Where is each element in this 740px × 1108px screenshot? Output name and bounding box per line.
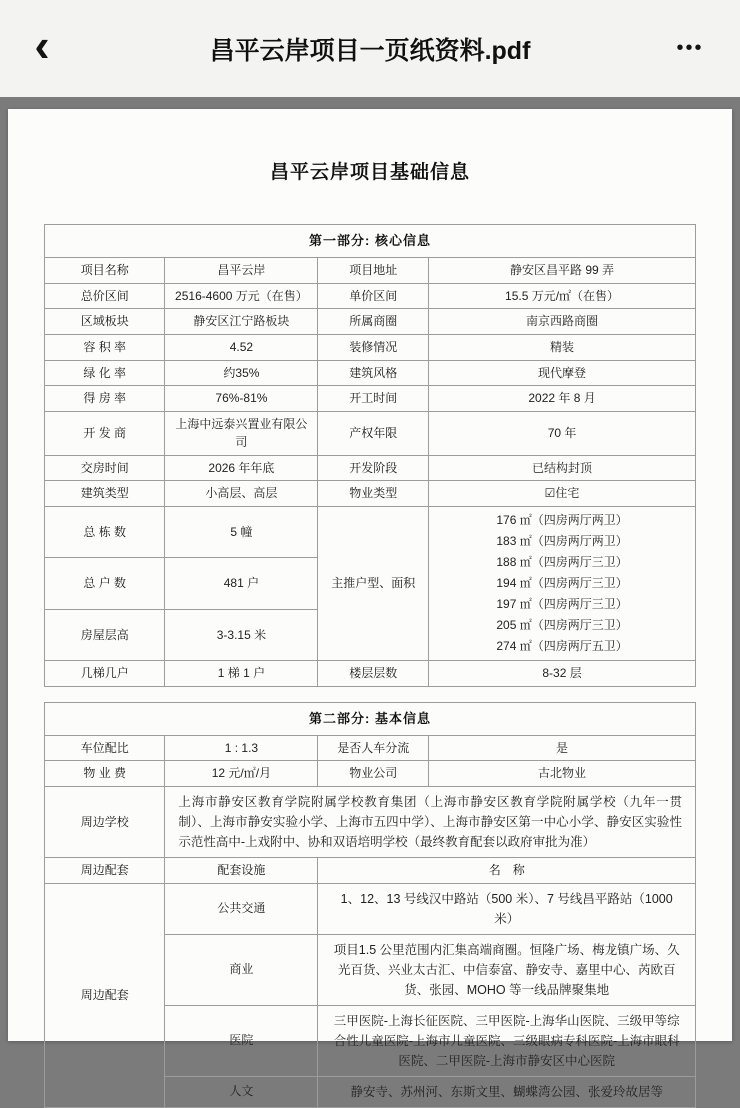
section-title: 第二部分: 基本信息 — [45, 702, 696, 735]
table-row — [45, 258, 696, 284]
field-label: 开发阶段 — [318, 455, 429, 481]
field-label: 物 业 费 — [45, 761, 165, 787]
unit-size-item: 176 ㎡（四房两厅两卫） — [496, 513, 628, 528]
field-value: 481 户 — [165, 558, 318, 609]
core-info-table — [44, 224, 696, 687]
field-value: 12 元/㎡/月 — [165, 761, 318, 787]
field-value: 2026 年年底 — [165, 455, 318, 481]
table-row — [45, 858, 696, 884]
field-value: 南京西路商圈 — [429, 309, 696, 335]
field-value: 上海中远泰兴置业有限公司 — [165, 411, 318, 455]
field-value: 2022 年 8 月 — [429, 386, 696, 412]
field-value: 约35% — [165, 360, 318, 386]
table-row — [45, 309, 696, 335]
field-value: 古北物业 — [429, 761, 696, 787]
field-value: 1 : 1.3 — [165, 735, 318, 761]
table-row — [45, 283, 696, 309]
nearby-schools-text: 上海市静安区教育学院附属学校教育集团（上海市静安区教育学院附属学校（九年一贯制）、上海市静安实验小学、上海市五四中学）、上海市静安区第一中心小学、静安区实验性示范性高中-上戏附中、协和双语培明学校（最终教育配套以政府审批为准） — [165, 787, 696, 858]
field-value: 8-32 层 — [429, 661, 696, 687]
field-label: 建筑类型 — [45, 481, 165, 507]
amenity-category: 医院 — [165, 1005, 318, 1076]
field-label: 总 户 数 — [45, 558, 165, 609]
field-label: 物业公司 — [318, 761, 429, 787]
back-icon[interactable]: ‹ — [34, 18, 50, 71]
field-label: 是否人车分流 — [318, 735, 429, 761]
section-header-row — [45, 225, 696, 258]
amenity-category: 商业 — [165, 934, 318, 1005]
unit-size-item: 197 ㎡（四房两厅三卫） — [496, 597, 628, 612]
field-label: 物业类型 — [318, 481, 429, 507]
field-value: 已结构封顶 — [429, 455, 696, 481]
field-value: 是 — [429, 735, 696, 761]
amenity-detail: 项目1.5 公里范围内汇集高端商圈。恒隆广场、梅龙镇广场、久光百货、兴业太古汇、中信泰富、静安寺、嘉里中心、芮欧百货、张园、MOHO 等一线品牌聚集地 — [318, 934, 696, 1005]
unit-size-item: 183 ㎡（四房两厅两卫） — [496, 534, 628, 549]
amenity-detail: 1、12、13 号线汉中路站（500 米）、7 号线昌平路站（1000米） — [318, 883, 696, 934]
field-label: 所属商圈 — [318, 309, 429, 335]
field-label: 总价区间 — [45, 283, 165, 309]
field-label: 绿 化 率 — [45, 360, 165, 386]
field-label: 开工时间 — [318, 386, 429, 412]
table-row — [45, 661, 696, 687]
unit-size-list — [429, 507, 696, 661]
amenity-detail: 静安寺、苏州河、东斯文里、蝴蝶湾公园、张爱玲故居等 — [318, 1076, 696, 1107]
field-label: 产权年限 — [318, 411, 429, 455]
nearby-amenities-label: 周边配套 — [45, 858, 165, 884]
table-row — [45, 507, 696, 558]
section-header-row — [45, 702, 696, 735]
field-value: 1 梯 1 户 — [165, 661, 318, 687]
field-value: 小高层、高层 — [165, 481, 318, 507]
amenity-facility-column-header: 配套设施 — [165, 858, 318, 884]
amenity-category: 公共交通 — [165, 883, 318, 934]
nearby-amenities-label: 周边配套 — [45, 883, 165, 1107]
nearby-schools-label: 周边学校 — [45, 787, 165, 858]
field-value: 15.5 万元/㎡（在售） — [429, 283, 696, 309]
field-label: 项目名称 — [45, 258, 165, 284]
field-label: 开 发 商 — [45, 411, 165, 455]
document-title: 昌平云岸项目基础信息 — [269, 162, 470, 183]
field-value: 70 年 — [429, 411, 696, 455]
table-row — [45, 334, 696, 360]
field-label: 区域板块 — [45, 309, 165, 335]
unit-types-label: 主推户型、面积 — [318, 507, 429, 661]
table-row — [45, 386, 696, 412]
field-label: 房屋层高 — [45, 609, 165, 660]
table-row — [45, 787, 696, 858]
field-value: 3-3.15 米 — [165, 609, 318, 660]
basic-info-table — [44, 702, 696, 1108]
section-title: 第一部分: 核心信息 — [45, 225, 696, 258]
amenity-detail: 三甲医院-上海长征医院、三甲医院-上海华山医院、三级甲等综合性儿童医院-上海市儿童医院、三级眼病专科医院-上海市眼科医院、二甲医院-上海市静安区中心医院 — [318, 1005, 696, 1076]
field-label: 项目地址 — [318, 258, 429, 284]
table-row — [45, 883, 696, 934]
pdf-viewer-appbar — [0, 0, 740, 97]
field-value: 5 幢 — [165, 507, 318, 558]
field-label: 楼层层数 — [318, 661, 429, 687]
field-label: 几梯几户 — [45, 661, 165, 687]
field-label: 单价区间 — [318, 283, 429, 309]
field-label: 车位配比 — [45, 735, 165, 761]
table-row — [45, 481, 696, 507]
field-label: 容 积 率 — [45, 334, 165, 360]
field-value: 精装 — [429, 334, 696, 360]
property-type-checkbox-value: ☑住宅 — [429, 481, 696, 507]
pdf-page — [8, 109, 732, 1099]
amenity-category: 人文 — [165, 1076, 318, 1107]
unit-size-item: 205 ㎡（四房两厅三卫） — [496, 618, 628, 633]
field-label: 建筑风格 — [318, 360, 429, 386]
field-value: 静安区江宁路板块 — [165, 309, 318, 335]
table-row — [45, 735, 696, 761]
unit-size-item: 188 ㎡（四房两厅三卫） — [496, 555, 628, 570]
unit-size-item: 194 ㎡（四房两厅三卫） — [496, 576, 628, 591]
field-label: 装修情况 — [318, 334, 429, 360]
more-options-icon[interactable]: ••• — [676, 37, 704, 59]
field-label: 交房时间 — [45, 455, 165, 481]
field-value: 现代摩登 — [429, 360, 696, 386]
table-row — [45, 360, 696, 386]
field-label: 总 栋 数 — [45, 507, 165, 558]
field-value: 昌平云岸 — [165, 258, 318, 284]
field-value: 静安区昌平路 99 弄 — [429, 258, 696, 284]
pdf-filename-title: 昌平云岸项目一页纸资料.pdf — [209, 36, 531, 65]
field-label: 得 房 率 — [45, 386, 165, 412]
field-value: 76%-81% — [165, 386, 318, 412]
table-row — [45, 455, 696, 481]
table-row — [45, 411, 696, 455]
amenity-name-column-header: 名 称 — [318, 858, 696, 884]
field-value: 4.52 — [165, 334, 318, 360]
field-value: 2516-4600 万元（在售） — [165, 283, 318, 309]
unit-size-item: 274 ㎡（四房两厅五卫） — [496, 639, 628, 654]
table-row — [45, 761, 696, 787]
